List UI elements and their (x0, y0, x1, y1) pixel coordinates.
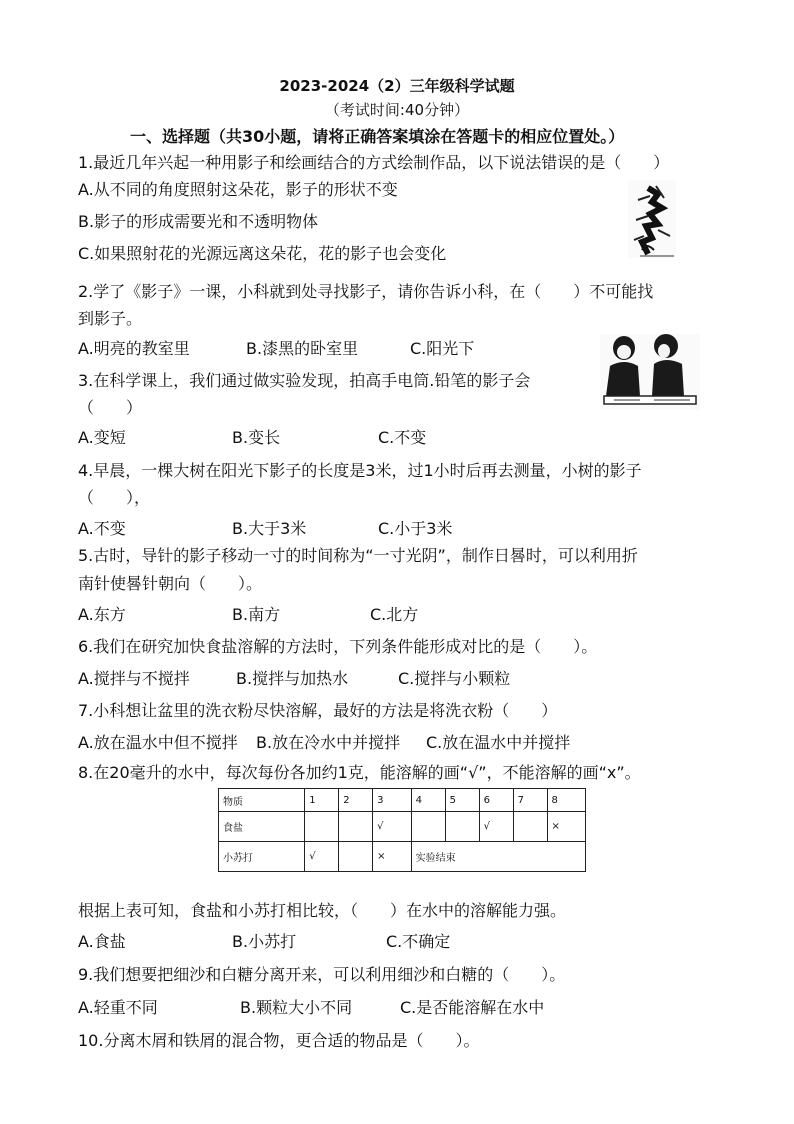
table-cell (445, 812, 479, 842)
q5-option-c[interactable]: C.北方 (370, 605, 419, 624)
table-cell: × (547, 812, 585, 842)
q9-option-a[interactable]: A.轻重不同 (78, 998, 158, 1017)
question-2-line-2: 到影子。 (78, 309, 143, 328)
question-8: 8.在20毫升的水中，每次每份各加约1克，能溶解的画“√”，不能溶解的画“x”。 (78, 763, 641, 782)
table-cell: 小苏打 (219, 842, 305, 872)
q1-option-a[interactable]: A.从不同的角度照射这朵花，影子的形状不变 (78, 180, 398, 199)
q6-option-b[interactable]: B.搅拌与加热水 (236, 669, 349, 688)
q7-option-b[interactable]: B.放在冷水中并搅拌 (256, 733, 401, 752)
q4-option-b[interactable]: B.大于3米 (232, 519, 307, 538)
table-cell: √ (305, 842, 339, 872)
q8-option-a[interactable]: A.食盐 (78, 932, 126, 951)
table-cell: √ (373, 812, 411, 842)
q3-option-c[interactable]: C.不变 (378, 428, 427, 447)
q9-option-b[interactable]: B.颗粒大小不同 (240, 998, 353, 1017)
table-cell (411, 812, 445, 842)
question-3-line-2: （ ） (78, 398, 143, 417)
table-header-cell: 8 (547, 789, 585, 812)
question-5-line-2: 南针使晷针朝向（ ）。 (78, 574, 263, 593)
q6-option-c[interactable]: C.搅拌与小颗粒 (398, 669, 511, 688)
table-row (219, 812, 586, 842)
table-cell-merged: 实验结束 (411, 842, 585, 872)
q5-option-b[interactable]: B.南方 (232, 605, 281, 624)
table-cell (513, 812, 547, 842)
table-header-cell: 6 (479, 789, 513, 812)
question-4-line-1: 4.早晨，一棵大树在阳光下影子的长度是3米，过1小时后再去测量，小树的影子 (78, 461, 642, 480)
table-header-cell: 物质 (219, 789, 305, 812)
question-6: 6.我们在研究加快食盐溶解的方法时，下列条件能形成对比的是（ ）。 (78, 637, 598, 656)
question-9: 9.我们想要把细沙和白糖分离开来，可以利用细沙和白糖的（ ）。 (78, 965, 566, 984)
q1-option-b[interactable]: B.影子的形成需要光和不透明物体 (78, 212, 319, 231)
q6-option-a[interactable]: A.搅拌与不搅拌 (78, 669, 190, 688)
q3-option-a[interactable]: A.变短 (78, 428, 126, 447)
table-cell: √ (479, 812, 513, 842)
q5-option-a[interactable]: A.东方 (78, 605, 126, 624)
q7-option-a[interactable]: A.放在温水中但不搅拌 (78, 733, 238, 752)
q4-option-a[interactable]: A.不变 (78, 519, 126, 538)
flower-shadow-figure (628, 180, 676, 258)
table-header-cell: 3 (373, 789, 411, 812)
question-4-line-2: （ ）， (78, 488, 151, 507)
q2-option-c[interactable]: C.阳光下 (410, 339, 475, 358)
table-cell (339, 842, 373, 872)
exam-title: 2023-2024（2）三年级科学试题 (279, 77, 515, 95)
question-5-line-1: 5.古时，导针的影子移动一寸的时间称为“一寸光阴”，制作日晷时，可以利用折 (78, 546, 638, 565)
table-header-cell: 2 (339, 789, 373, 812)
table-cell (339, 812, 373, 842)
question-7: 7.小科想让盆里的洗衣粉尽快溶解，最好的方法是将洗衣粉（ ） (78, 701, 558, 720)
question-10: 10.分离木屑和铁屑的混合物，更合适的物品是（ ）。 (78, 1031, 480, 1050)
table-header-cell: 5 (445, 789, 479, 812)
table-row (219, 842, 586, 872)
table-header-row (219, 789, 586, 812)
q3-option-b[interactable]: B.变长 (232, 428, 281, 447)
q4-option-c[interactable]: C.小于3米 (378, 519, 453, 538)
q9-option-c[interactable]: C.是否能溶解在水中 (400, 998, 545, 1017)
q2-option-a[interactable]: A.明亮的教室里 (78, 339, 190, 358)
solubility-table (218, 788, 586, 872)
table-cell: × (373, 842, 411, 872)
q1-option-c[interactable]: C.如果照射花的光源远离这朵花，花的影子也会变化 (78, 244, 447, 263)
exam-duration: （考试时间:40分钟） (324, 101, 470, 119)
q7-option-c[interactable]: C.放在温水中并搅拌 (426, 733, 571, 752)
q2-option-b[interactable]: B.漆黑的卧室里 (246, 339, 359, 358)
question-8-followup: 根据上表可知，食盐和小苏打相比较，（ ）在水中的溶解能力强。 (78, 901, 567, 920)
question-2-line-1: 2.学了《影子》一课，小科就到处寻找影子，请你告诉小科，在（ ）不可能找 (78, 282, 654, 301)
table-cell: 食盐 (219, 812, 305, 842)
table-header-cell: 7 (513, 789, 547, 812)
q8-option-c[interactable]: C.不确定 (386, 932, 451, 951)
table-header-cell: 1 (305, 789, 339, 812)
question-3-line-1: 3.在科学课上，我们通过做实验发现，拍高手电筒.铅笔的影子会 (78, 371, 531, 390)
students-figure (600, 334, 700, 410)
q8-option-b[interactable]: B.小苏打 (232, 932, 297, 951)
question-1: 1.最近几年兴起一种用影子和绘画结合的方式绘制作品，以下说法错误的是（ ） (78, 153, 670, 172)
table-header-cell: 4 (411, 789, 445, 812)
section-heading: 一、选择题（共30小题，请将正确答案填涂在答题卡的相应位置处。） (130, 127, 625, 146)
table-cell (305, 812, 339, 842)
